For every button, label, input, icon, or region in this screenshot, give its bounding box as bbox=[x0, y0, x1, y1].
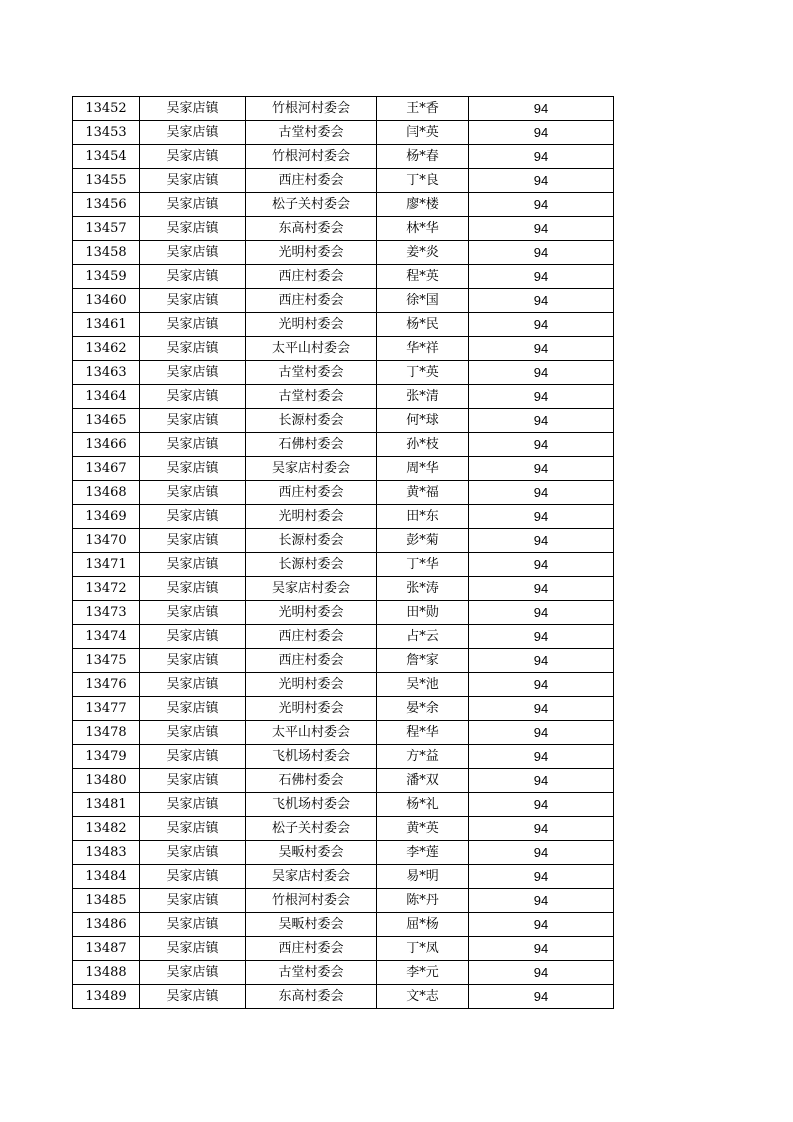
score-cell: 94 bbox=[469, 673, 614, 697]
record-id-cell: 13468 bbox=[73, 481, 140, 505]
record-id-cell: 13461 bbox=[73, 313, 140, 337]
village-committee-cell: 西庄村委会 bbox=[246, 649, 377, 673]
name-cell: 丁*英 bbox=[377, 361, 469, 385]
village-committee-cell: 竹根河村委会 bbox=[246, 145, 377, 169]
records-table-body bbox=[73, 97, 614, 1009]
village-committee-cell: 西庄村委会 bbox=[246, 481, 377, 505]
score-cell: 94 bbox=[469, 385, 614, 409]
name-cell: 方*益 bbox=[377, 745, 469, 769]
table-row bbox=[73, 121, 614, 145]
village-committee-cell: 石佛村委会 bbox=[246, 433, 377, 457]
name-cell: 张*清 bbox=[377, 385, 469, 409]
records-table bbox=[72, 96, 614, 1009]
name-cell: 周*华 bbox=[377, 457, 469, 481]
table-row bbox=[73, 169, 614, 193]
table-row bbox=[73, 385, 614, 409]
table-row bbox=[73, 577, 614, 601]
town-cell: 吴家店镇 bbox=[140, 673, 246, 697]
town-cell: 吴家店镇 bbox=[140, 817, 246, 841]
record-id-cell: 13479 bbox=[73, 745, 140, 769]
table-row bbox=[73, 649, 614, 673]
record-id-cell: 13476 bbox=[73, 673, 140, 697]
table-row bbox=[73, 481, 614, 505]
score-cell: 94 bbox=[469, 817, 614, 841]
record-id-cell: 13454 bbox=[73, 145, 140, 169]
table-row bbox=[73, 457, 614, 481]
name-cell: 丁*华 bbox=[377, 553, 469, 577]
name-cell: 黄*福 bbox=[377, 481, 469, 505]
town-cell: 吴家店镇 bbox=[140, 265, 246, 289]
table-row bbox=[73, 505, 614, 529]
village-committee-cell: 石佛村委会 bbox=[246, 769, 377, 793]
score-cell: 94 bbox=[469, 745, 614, 769]
score-cell: 94 bbox=[469, 601, 614, 625]
record-id-cell: 13462 bbox=[73, 337, 140, 361]
table-row bbox=[73, 937, 614, 961]
name-cell: 李*元 bbox=[377, 961, 469, 985]
score-cell: 94 bbox=[469, 241, 614, 265]
town-cell: 吴家店镇 bbox=[140, 217, 246, 241]
village-committee-cell: 吴家店村委会 bbox=[246, 457, 377, 481]
name-cell: 易*明 bbox=[377, 865, 469, 889]
name-cell: 李*莲 bbox=[377, 841, 469, 865]
table-row bbox=[73, 97, 614, 121]
table-row bbox=[73, 793, 614, 817]
record-id-cell: 13477 bbox=[73, 697, 140, 721]
town-cell: 吴家店镇 bbox=[140, 649, 246, 673]
record-id-cell: 13464 bbox=[73, 385, 140, 409]
score-cell: 94 bbox=[469, 529, 614, 553]
table-row bbox=[73, 889, 614, 913]
score-cell: 94 bbox=[469, 265, 614, 289]
town-cell: 吴家店镇 bbox=[140, 841, 246, 865]
name-cell: 丁*良 bbox=[377, 169, 469, 193]
score-cell: 94 bbox=[469, 121, 614, 145]
name-cell: 杨*春 bbox=[377, 145, 469, 169]
table-row bbox=[73, 433, 614, 457]
town-cell: 吴家店镇 bbox=[140, 913, 246, 937]
name-cell: 吴*池 bbox=[377, 673, 469, 697]
town-cell: 吴家店镇 bbox=[140, 385, 246, 409]
score-cell: 94 bbox=[469, 625, 614, 649]
village-committee-cell: 光明村委会 bbox=[246, 673, 377, 697]
village-committee-cell: 东高村委会 bbox=[246, 217, 377, 241]
table-row bbox=[73, 985, 614, 1009]
name-cell: 华*祥 bbox=[377, 337, 469, 361]
table-row bbox=[73, 601, 614, 625]
score-cell: 94 bbox=[469, 937, 614, 961]
village-committee-cell: 古堂村委会 bbox=[246, 385, 377, 409]
village-committee-cell: 光明村委会 bbox=[246, 697, 377, 721]
town-cell: 吴家店镇 bbox=[140, 529, 246, 553]
record-id-cell: 13466 bbox=[73, 433, 140, 457]
town-cell: 吴家店镇 bbox=[140, 409, 246, 433]
record-id-cell: 13487 bbox=[73, 937, 140, 961]
record-id-cell: 13484 bbox=[73, 865, 140, 889]
name-cell: 丁*凤 bbox=[377, 937, 469, 961]
name-cell: 田*勋 bbox=[377, 601, 469, 625]
table-row bbox=[73, 865, 614, 889]
name-cell: 彭*菊 bbox=[377, 529, 469, 553]
village-committee-cell: 太平山村委会 bbox=[246, 721, 377, 745]
village-committee-cell: 光明村委会 bbox=[246, 505, 377, 529]
village-committee-cell: 太平山村委会 bbox=[246, 337, 377, 361]
score-cell: 94 bbox=[469, 169, 614, 193]
village-committee-cell: 吴畈村委会 bbox=[246, 913, 377, 937]
score-cell: 94 bbox=[469, 769, 614, 793]
town-cell: 吴家店镇 bbox=[140, 241, 246, 265]
score-cell: 94 bbox=[469, 721, 614, 745]
table-row bbox=[73, 697, 614, 721]
table-row bbox=[73, 817, 614, 841]
table-row bbox=[73, 409, 614, 433]
table-row bbox=[73, 361, 614, 385]
village-committee-cell: 西庄村委会 bbox=[246, 289, 377, 313]
table-row bbox=[73, 313, 614, 337]
name-cell: 文*志 bbox=[377, 985, 469, 1009]
table-row bbox=[73, 745, 614, 769]
name-cell: 黄*英 bbox=[377, 817, 469, 841]
name-cell: 姜*炎 bbox=[377, 241, 469, 265]
town-cell: 吴家店镇 bbox=[140, 697, 246, 721]
town-cell: 吴家店镇 bbox=[140, 769, 246, 793]
score-cell: 94 bbox=[469, 457, 614, 481]
record-id-cell: 13473 bbox=[73, 601, 140, 625]
record-id-cell: 13478 bbox=[73, 721, 140, 745]
table-row bbox=[73, 529, 614, 553]
record-id-cell: 13465 bbox=[73, 409, 140, 433]
village-committee-cell: 吴家店村委会 bbox=[246, 577, 377, 601]
record-id-cell: 13458 bbox=[73, 241, 140, 265]
score-cell: 94 bbox=[469, 97, 614, 121]
village-committee-cell: 飞机场村委会 bbox=[246, 745, 377, 769]
town-cell: 吴家店镇 bbox=[140, 361, 246, 385]
name-cell: 屈*杨 bbox=[377, 913, 469, 937]
table-row bbox=[73, 769, 614, 793]
village-committee-cell: 西庄村委会 bbox=[246, 265, 377, 289]
town-cell: 吴家店镇 bbox=[140, 889, 246, 913]
score-cell: 94 bbox=[469, 697, 614, 721]
village-committee-cell: 古堂村委会 bbox=[246, 961, 377, 985]
name-cell: 林*华 bbox=[377, 217, 469, 241]
record-id-cell: 13489 bbox=[73, 985, 140, 1009]
town-cell: 吴家店镇 bbox=[140, 481, 246, 505]
record-id-cell: 13452 bbox=[73, 97, 140, 121]
table-row bbox=[73, 553, 614, 577]
record-id-cell: 13467 bbox=[73, 457, 140, 481]
village-committee-cell: 光明村委会 bbox=[246, 241, 377, 265]
village-committee-cell: 西庄村委会 bbox=[246, 625, 377, 649]
name-cell: 廖*楼 bbox=[377, 193, 469, 217]
record-id-cell: 13472 bbox=[73, 577, 140, 601]
score-cell: 94 bbox=[469, 409, 614, 433]
record-id-cell: 13482 bbox=[73, 817, 140, 841]
name-cell: 程*英 bbox=[377, 265, 469, 289]
name-cell: 张*涛 bbox=[377, 577, 469, 601]
town-cell: 吴家店镇 bbox=[140, 961, 246, 985]
score-cell: 94 bbox=[469, 793, 614, 817]
name-cell: 杨*礼 bbox=[377, 793, 469, 817]
town-cell: 吴家店镇 bbox=[140, 553, 246, 577]
town-cell: 吴家店镇 bbox=[140, 937, 246, 961]
village-committee-cell: 竹根河村委会 bbox=[246, 97, 377, 121]
score-cell: 94 bbox=[469, 505, 614, 529]
town-cell: 吴家店镇 bbox=[140, 145, 246, 169]
table-row bbox=[73, 841, 614, 865]
score-cell: 94 bbox=[469, 865, 614, 889]
table-row bbox=[73, 289, 614, 313]
town-cell: 吴家店镇 bbox=[140, 289, 246, 313]
town-cell: 吴家店镇 bbox=[140, 625, 246, 649]
town-cell: 吴家店镇 bbox=[140, 121, 246, 145]
table-row bbox=[73, 241, 614, 265]
record-id-cell: 13460 bbox=[73, 289, 140, 313]
town-cell: 吴家店镇 bbox=[140, 721, 246, 745]
village-committee-cell: 松子关村委会 bbox=[246, 193, 377, 217]
record-id-cell: 13456 bbox=[73, 193, 140, 217]
record-id-cell: 13485 bbox=[73, 889, 140, 913]
table-row bbox=[73, 265, 614, 289]
village-committee-cell: 西庄村委会 bbox=[246, 169, 377, 193]
table-row bbox=[73, 193, 614, 217]
table-row bbox=[73, 961, 614, 985]
town-cell: 吴家店镇 bbox=[140, 985, 246, 1009]
score-cell: 94 bbox=[469, 217, 614, 241]
name-cell: 晏*余 bbox=[377, 697, 469, 721]
record-id-cell: 13480 bbox=[73, 769, 140, 793]
name-cell: 田*东 bbox=[377, 505, 469, 529]
village-committee-cell: 吴家店村委会 bbox=[246, 865, 377, 889]
record-id-cell: 13470 bbox=[73, 529, 140, 553]
score-cell: 94 bbox=[469, 337, 614, 361]
town-cell: 吴家店镇 bbox=[140, 457, 246, 481]
village-committee-cell: 松子关村委会 bbox=[246, 817, 377, 841]
name-cell: 潘*双 bbox=[377, 769, 469, 793]
record-id-cell: 13455 bbox=[73, 169, 140, 193]
village-committee-cell: 长源村委会 bbox=[246, 553, 377, 577]
name-cell: 詹*家 bbox=[377, 649, 469, 673]
score-cell: 94 bbox=[469, 961, 614, 985]
name-cell: 何*球 bbox=[377, 409, 469, 433]
town-cell: 吴家店镇 bbox=[140, 169, 246, 193]
town-cell: 吴家店镇 bbox=[140, 313, 246, 337]
name-cell: 徐*国 bbox=[377, 289, 469, 313]
record-id-cell: 13457 bbox=[73, 217, 140, 241]
record-id-cell: 13463 bbox=[73, 361, 140, 385]
score-cell: 94 bbox=[469, 913, 614, 937]
score-cell: 94 bbox=[469, 481, 614, 505]
record-id-cell: 13488 bbox=[73, 961, 140, 985]
village-committee-cell: 长源村委会 bbox=[246, 529, 377, 553]
score-cell: 94 bbox=[469, 649, 614, 673]
record-id-cell: 13483 bbox=[73, 841, 140, 865]
score-cell: 94 bbox=[469, 553, 614, 577]
village-committee-cell: 西庄村委会 bbox=[246, 937, 377, 961]
name-cell: 王*香 bbox=[377, 97, 469, 121]
table-row bbox=[73, 673, 614, 697]
table-row bbox=[73, 217, 614, 241]
village-committee-cell: 长源村委会 bbox=[246, 409, 377, 433]
record-id-cell: 13459 bbox=[73, 265, 140, 289]
record-id-cell: 13471 bbox=[73, 553, 140, 577]
town-cell: 吴家店镇 bbox=[140, 97, 246, 121]
record-id-cell: 13453 bbox=[73, 121, 140, 145]
village-committee-cell: 光明村委会 bbox=[246, 313, 377, 337]
record-id-cell: 13486 bbox=[73, 913, 140, 937]
name-cell: 占*云 bbox=[377, 625, 469, 649]
name-cell: 孙*枝 bbox=[377, 433, 469, 457]
village-committee-cell: 光明村委会 bbox=[246, 601, 377, 625]
record-id-cell: 13481 bbox=[73, 793, 140, 817]
town-cell: 吴家店镇 bbox=[140, 865, 246, 889]
name-cell: 杨*民 bbox=[377, 313, 469, 337]
town-cell: 吴家店镇 bbox=[140, 577, 246, 601]
town-cell: 吴家店镇 bbox=[140, 505, 246, 529]
score-cell: 94 bbox=[469, 433, 614, 457]
name-cell: 闫*英 bbox=[377, 121, 469, 145]
table-row bbox=[73, 337, 614, 361]
town-cell: 吴家店镇 bbox=[140, 337, 246, 361]
record-id-cell: 13469 bbox=[73, 505, 140, 529]
score-cell: 94 bbox=[469, 985, 614, 1009]
village-committee-cell: 古堂村委会 bbox=[246, 121, 377, 145]
village-committee-cell: 东高村委会 bbox=[246, 985, 377, 1009]
village-committee-cell: 飞机场村委会 bbox=[246, 793, 377, 817]
score-cell: 94 bbox=[469, 889, 614, 913]
table-row bbox=[73, 721, 614, 745]
town-cell: 吴家店镇 bbox=[140, 433, 246, 457]
table-row bbox=[73, 913, 614, 937]
town-cell: 吴家店镇 bbox=[140, 601, 246, 625]
village-committee-cell: 古堂村委会 bbox=[246, 361, 377, 385]
score-cell: 94 bbox=[469, 577, 614, 601]
table-row bbox=[73, 145, 614, 169]
score-cell: 94 bbox=[469, 145, 614, 169]
town-cell: 吴家店镇 bbox=[140, 193, 246, 217]
town-cell: 吴家店镇 bbox=[140, 745, 246, 769]
score-cell: 94 bbox=[469, 313, 614, 337]
table-row bbox=[73, 625, 614, 649]
record-id-cell: 13474 bbox=[73, 625, 140, 649]
village-committee-cell: 竹根河村委会 bbox=[246, 889, 377, 913]
village-committee-cell: 吴畈村委会 bbox=[246, 841, 377, 865]
score-cell: 94 bbox=[469, 841, 614, 865]
name-cell: 程*华 bbox=[377, 721, 469, 745]
name-cell: 陈*丹 bbox=[377, 889, 469, 913]
town-cell: 吴家店镇 bbox=[140, 793, 246, 817]
score-cell: 94 bbox=[469, 361, 614, 385]
score-cell: 94 bbox=[469, 289, 614, 313]
record-id-cell: 13475 bbox=[73, 649, 140, 673]
score-cell: 94 bbox=[469, 193, 614, 217]
